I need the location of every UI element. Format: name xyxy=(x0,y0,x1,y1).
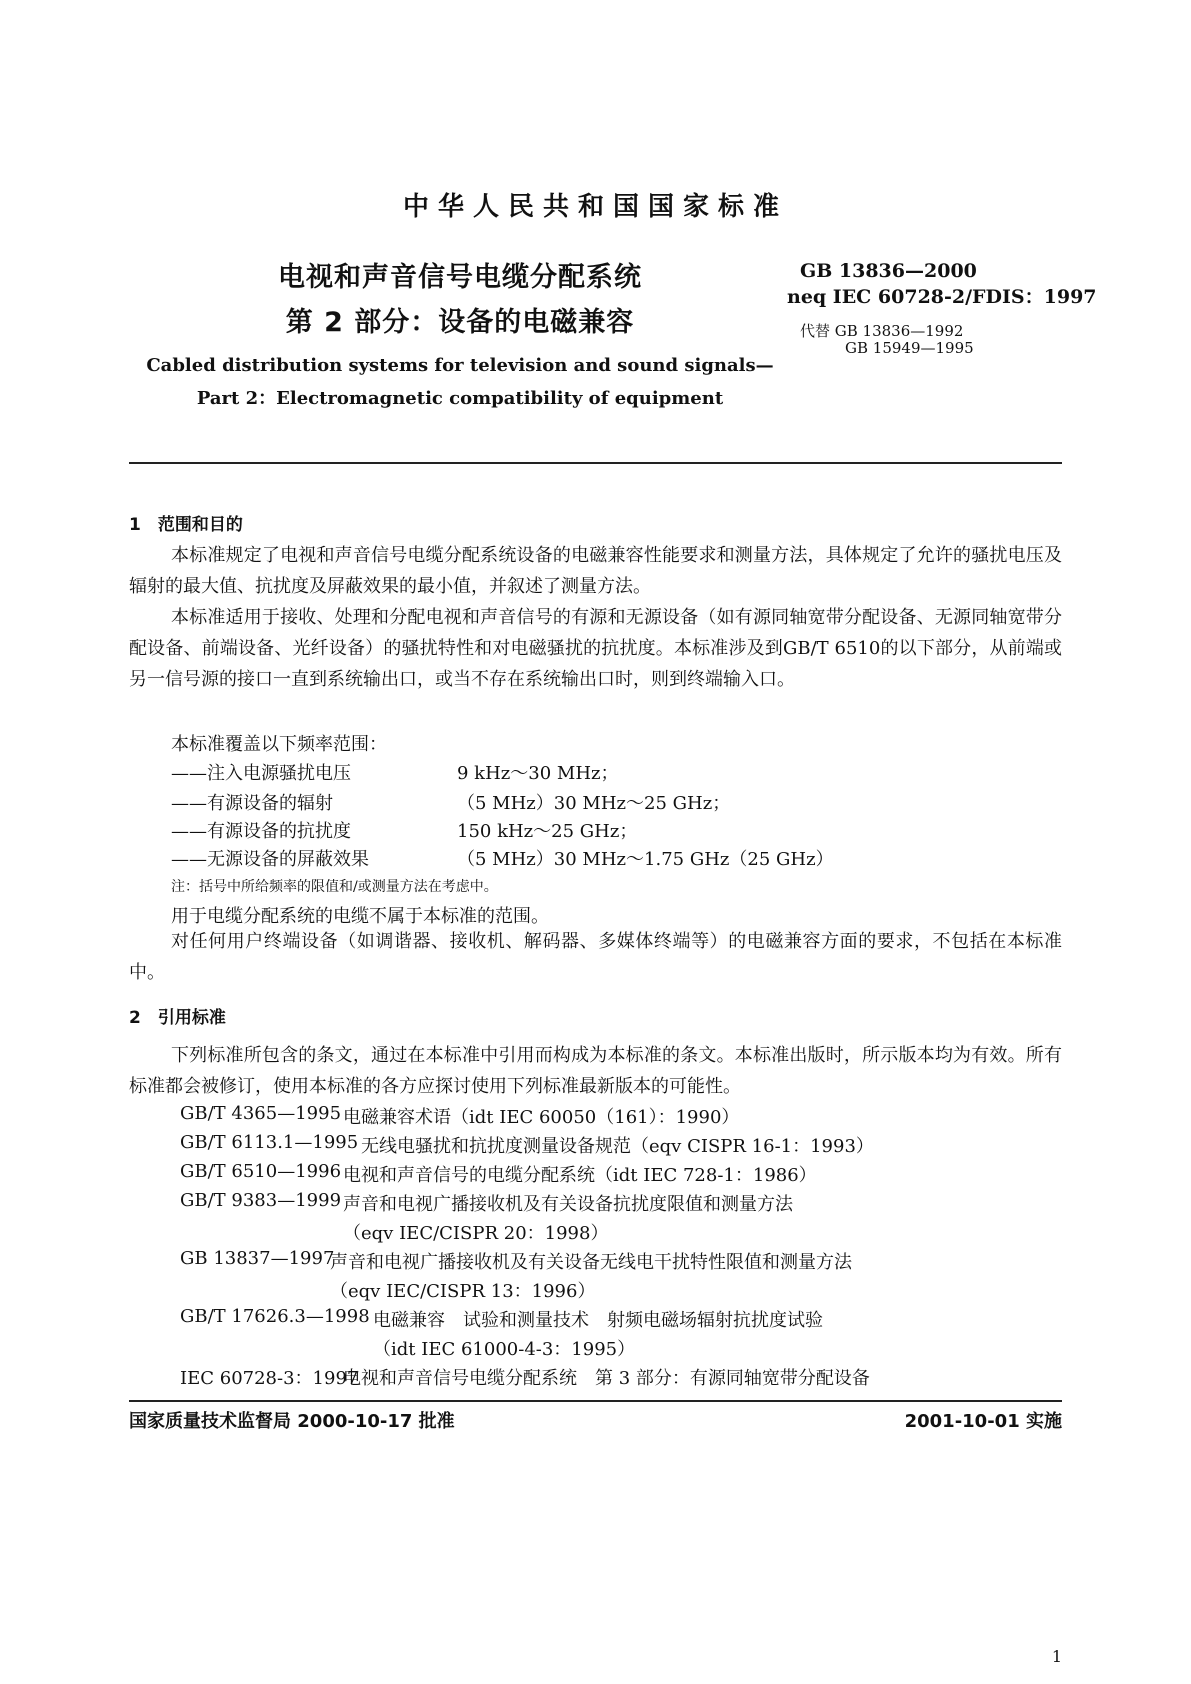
reference-title: 无线电骚扰和抗扰度测量设备规范（eqv CISPR 16-1：1993） xyxy=(361,1136,874,1157)
reference-title-continuation: （eqv IEC/CISPR 13：1996） xyxy=(330,1281,596,1302)
national-standard-heading: 中华人民共和国国家标准 xyxy=(402,192,788,222)
reference-title: 声音和电视广播接收机及有关设备无线电干扰特性限值和测量方法 xyxy=(330,1252,852,1273)
header-divider xyxy=(129,462,1062,464)
replaces-line2: GB 15949—1995 xyxy=(845,339,974,357)
reference-code: IEC 60728-3：1997 xyxy=(180,1368,359,1389)
implementation-date: 2001-10-01 实施 xyxy=(904,1411,1062,1432)
frequency-range-label: ——无源设备的屏蔽效果 xyxy=(171,849,369,870)
standard-number: GB 13836—2000 xyxy=(800,260,977,282)
section-1-paragraph-1: 本标准规定了电视和声音信号电缆分配系统设备的电磁兼容性能要求和测量方法，具体规定了允许的骚扰电压及辐射的最大值、抗扰度及屏蔽效果的最小值，并叙述了测量方法。 xyxy=(129,545,1062,597)
reference-title: 电磁兼容术语（idt IEC 60050（161）：1990） xyxy=(343,1107,740,1128)
reference-code: GB 13837—1997 xyxy=(180,1248,335,1269)
document-title-cn-line1: 电视和声音信号电缆分配系统 xyxy=(278,262,642,293)
replaces-line1: 代替 GB 13836—1992 xyxy=(800,322,964,340)
reference-title-continuation: （idt IEC 61000-4-3：1995） xyxy=(373,1339,636,1360)
approval-date: 国家质量技术监督局 2000-10-17 批准 xyxy=(129,1411,455,1432)
reference-code: GB/T 6510—1996 xyxy=(180,1161,342,1182)
document-title-cn-line2: 第 2 部分：设备的电磁兼容 xyxy=(285,307,635,338)
reference-code: GB/T 6113.1—1995 xyxy=(180,1132,359,1153)
standard-equivalence: neq IEC 60728-2/FDIS：1997 xyxy=(787,286,1097,308)
section-2-paragraph-1: 下列标准所包含的条文，通过在本标准中引用而构成为本标准的条文。本标准出版时，所示版本均为有效。所有标准都会被修订，使用本标准的各方应探讨使用下列标准最新版本的可能性。 xyxy=(129,1045,1062,1097)
reference-title: 电磁兼容 试验和测量技术 射频电磁场辐射抗扰度试验 xyxy=(373,1310,823,1331)
reference-title: 电视和声音信号的电缆分配系统（idt IEC 728-1：1986） xyxy=(343,1165,817,1186)
frequency-range-label: ——注入电源骚扰电压 xyxy=(171,763,351,784)
section-1-paragraph-4: 对任何用户终端设备（如调谐器、接收机、解码器、多媒体终端等）的电磁兼容方面的要求，不包括在本标准中。 xyxy=(129,931,1062,983)
frequency-range-value: （5 MHz）30 MHz～25 GHz； xyxy=(457,793,731,814)
frequency-range-value: 9 kHz～30 MHz； xyxy=(457,763,619,784)
reference-title: 声音和电视广播接收机及有关设备抗扰度限值和测量方法 xyxy=(343,1194,793,1215)
reference-code: GB/T 17626.3—1998 xyxy=(180,1306,370,1327)
frequency-intro: 本标准覆盖以下频率范围： xyxy=(171,734,387,755)
reference-title-continuation: （eqv IEC/CISPR 20：1998） xyxy=(343,1223,609,1244)
frequency-range-label: ——有源设备的辐射 xyxy=(171,793,333,814)
document-title-en-line1: Cabled distribution systems for television and sound signals— xyxy=(146,355,774,376)
section-1-heading: 1 范围和目的 xyxy=(129,515,243,535)
section-1-paragraph-3: 用于电缆分配系统的电缆不属于本标准的范围。 xyxy=(171,906,549,927)
frequency-note: 注：括号中所给频率的限值和/或测量方法在考虑中。 xyxy=(171,879,498,895)
reference-code: GB/T 9383—1999 xyxy=(180,1190,342,1211)
reference-title: 电视和声音信号电缆分配系统 第 3 部分：有源同轴宽带分配设备 xyxy=(343,1368,870,1389)
footer-divider xyxy=(129,1400,1062,1402)
frequency-range-label: ——有源设备的抗扰度 xyxy=(171,821,351,842)
frequency-range-value: （5 MHz）30 MHz～1.75 GHz（25 GHz） xyxy=(457,849,834,870)
reference-code: GB/T 4365—1995 xyxy=(180,1103,342,1124)
frequency-range-value: 150 kHz～25 GHz； xyxy=(457,821,638,842)
page-number: 1 xyxy=(1051,1647,1062,1666)
section-2-heading: 2 引用标准 xyxy=(129,1008,226,1028)
document-title-en-line2: Part 2：Electromagnetic compatibility of equipment xyxy=(196,388,724,409)
section-1-paragraph-2: 本标准适用于接收、处理和分配电视和声音信号的有源和无源设备（如有源同轴宽带分配设备、无源同轴宽带分配设备、前端设备、光纤设备）的骚扰特性和对电磁骚扰的抗扰度。本标准涉及到GB/T 6510的以下部分，从前端或另一信号源的接口一直到系统输出口，或当不存在系统输出口时，则到终端输入口。 xyxy=(129,607,1062,690)
